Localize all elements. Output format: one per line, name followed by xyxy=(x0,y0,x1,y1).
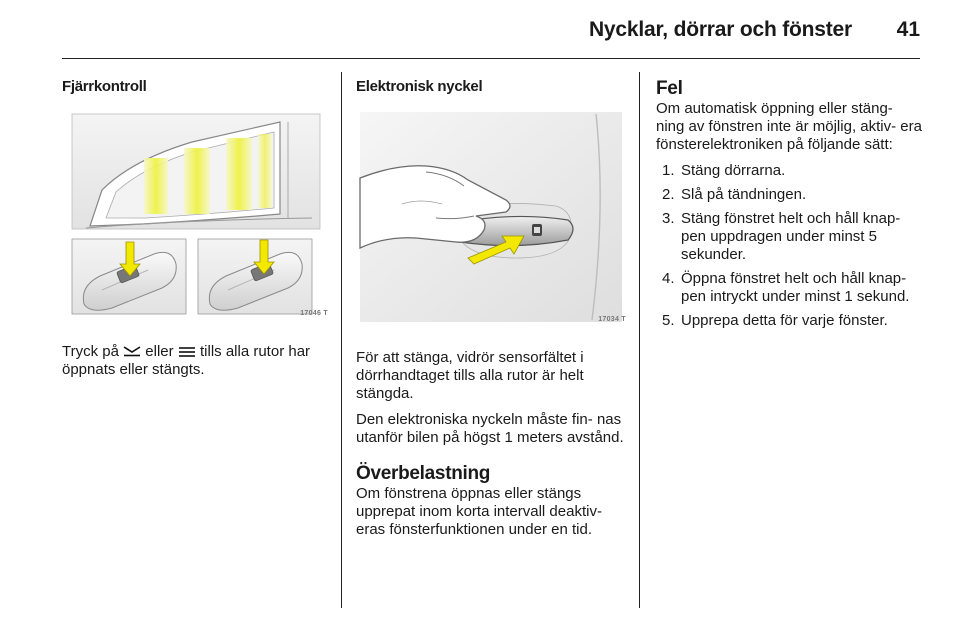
figure-code: 17034 T xyxy=(598,316,626,323)
figure-code: 17046 T xyxy=(300,310,328,317)
section-heading-overload: Överbelastning xyxy=(356,463,491,484)
list-item: 3. Stäng fönstret helt och håll knap- pen uppdragen under minst 5 sekunder. xyxy=(662,210,901,263)
page-title: Nycklar, dörrar och fönster xyxy=(588,18,852,41)
door-handle-illustration xyxy=(356,108,626,324)
page-number: 41 xyxy=(896,18,920,41)
section-heading-electronic-key: Elektronisk nyckel xyxy=(356,78,483,95)
electronic-key-para2: Den elektroniska nyckeln måste fin- nas utanför bilen på högst 1 meters avstånd. xyxy=(356,411,624,446)
fault-steps-list xyxy=(656,162,922,330)
list-item: 4. Öppna fönstret helt och håll knap- pen intryckt under minst 1 sekund. xyxy=(662,270,910,305)
overload-text: Om fönstrena öppnas eller stängs upprepat inom korta intervall deaktiv- eras fönsterfunktionen under en tid. xyxy=(356,485,602,538)
window-up-icon xyxy=(123,345,141,357)
column-fault xyxy=(656,78,922,336)
list-item: 5. Upprepa detta för varje fönster. xyxy=(662,312,888,329)
fault-intro: Om automatisk öppning eller stäng- ning av fönstren inte är möjlig, aktiv- era fönsterelektroniken på följande sätt: xyxy=(656,100,922,153)
electronic-key-para1: För att stänga, vidrör sensorfältet i dörrhandtaget tills alla rutor är helt stängda. xyxy=(356,349,584,402)
list-item: 1. Stäng dörrarna. xyxy=(662,162,786,179)
figure-remote-control xyxy=(62,108,330,323)
column-electronic-key xyxy=(356,78,628,539)
remote-instruction-text: Tryck på eller tills alla rutor har öppnats eller stängts. xyxy=(62,343,311,378)
window-down-icon xyxy=(178,345,196,357)
list-item: 2. Slå på tändningen. xyxy=(662,186,807,203)
section-heading-fault: Fel xyxy=(656,78,683,99)
column-divider xyxy=(341,72,342,608)
header-rule xyxy=(62,58,920,59)
section-heading-remote: Fjärrkontroll xyxy=(62,78,147,95)
figure-door-handle xyxy=(356,108,628,329)
column-remote-control xyxy=(62,78,330,379)
column-divider xyxy=(639,72,640,608)
remote-control-illustration xyxy=(62,108,330,318)
